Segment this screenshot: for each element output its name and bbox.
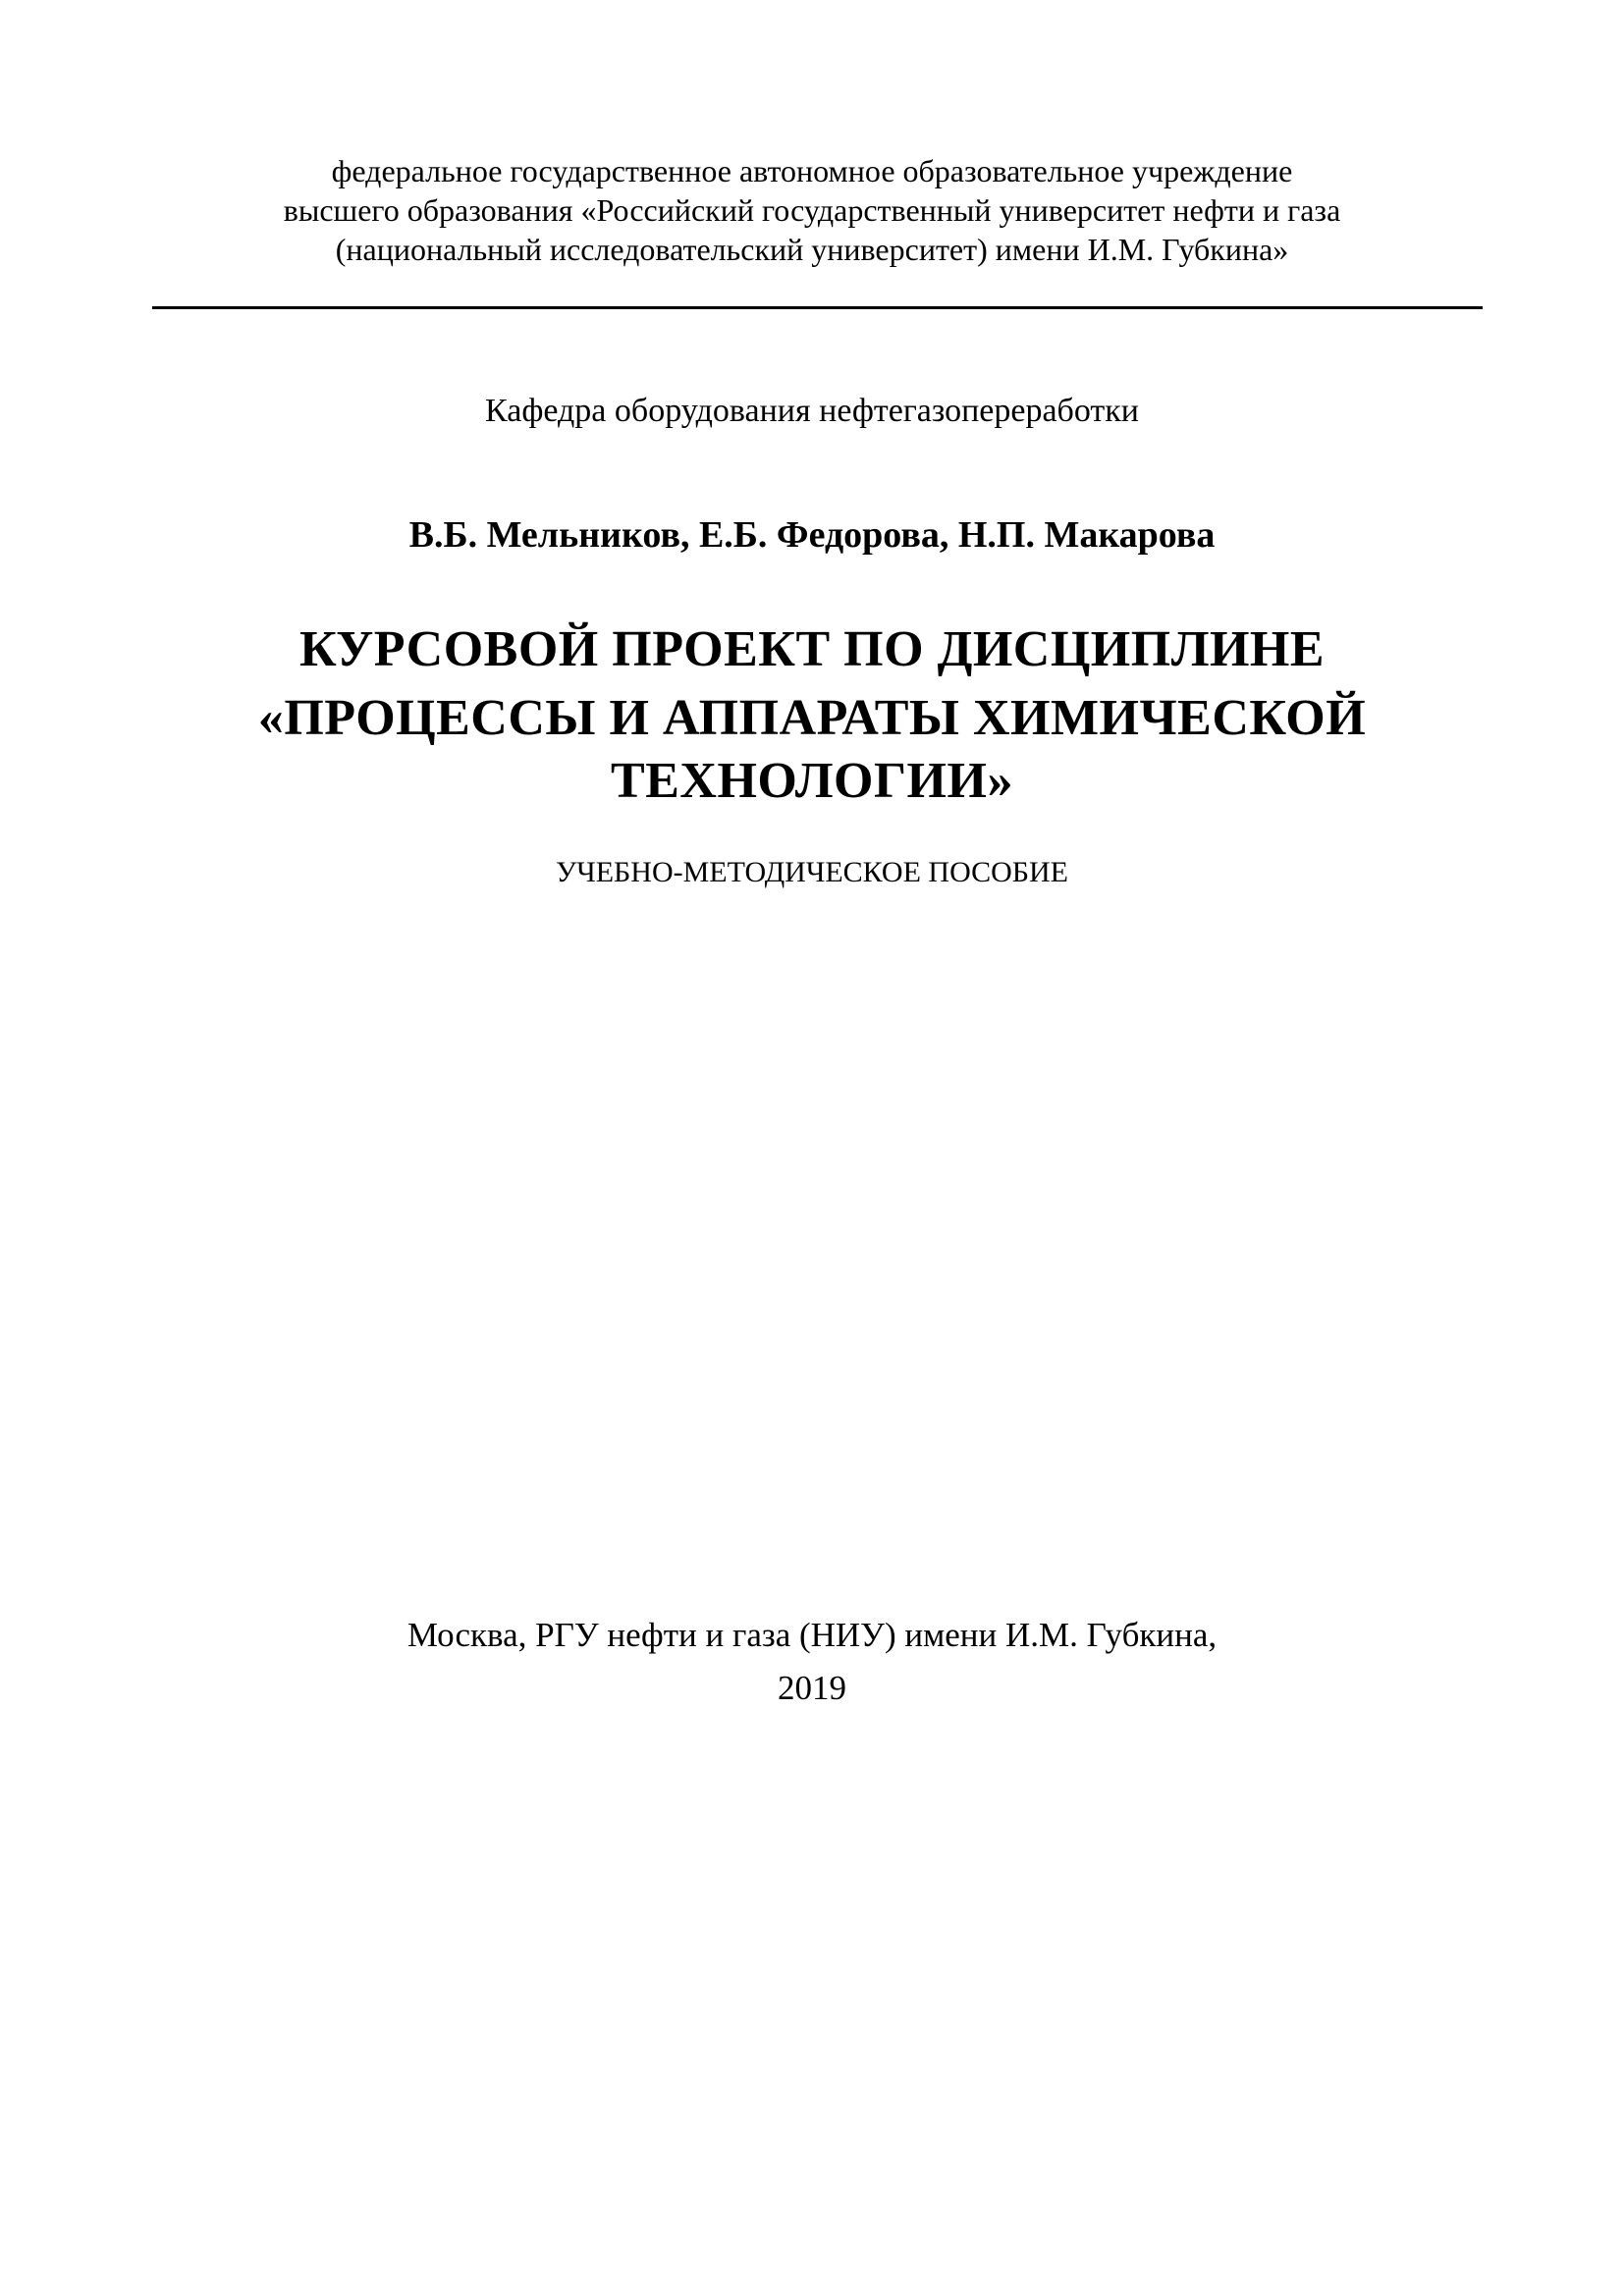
title-line-2: «ПРОЦЕССЫ И АППАРАТЫ ХИМИЧЕСКОЙ [257,690,1367,746]
institution-line-3: (национальный исследовательский университет) имени И.М. Губкина» [335,232,1289,267]
institution-line-1: федеральное государственное автономное образовательное учреждение [331,153,1293,188]
title-line-1: КУРСОВОЙ ПРОЕКТ ПО ДИСЦИПЛИНЕ [298,621,1326,677]
document-type: УЧЕБНО-МЕТОДИЧЕСКОЕ ПОСОБИЕ [555,856,1068,888]
imprint-year: 2019 [778,1669,846,1707]
institution-line-2: высшего образования «Российский государственный университет нефти и газа [283,192,1341,228]
department-name: Кафедра оборудования нефтегазопереработки [485,393,1139,429]
imprint-publisher: Москва, РГУ нефти и газа (НИУ) имени И.М. Губкина, [406,1616,1218,1654]
header-divider [152,306,1483,309]
title-line-3: ТЕХНОЛОГИИ» [611,753,1013,809]
authors: В.Б. Мельников, Е.Б. Федорова, Н.П. Макарова [408,514,1216,556]
